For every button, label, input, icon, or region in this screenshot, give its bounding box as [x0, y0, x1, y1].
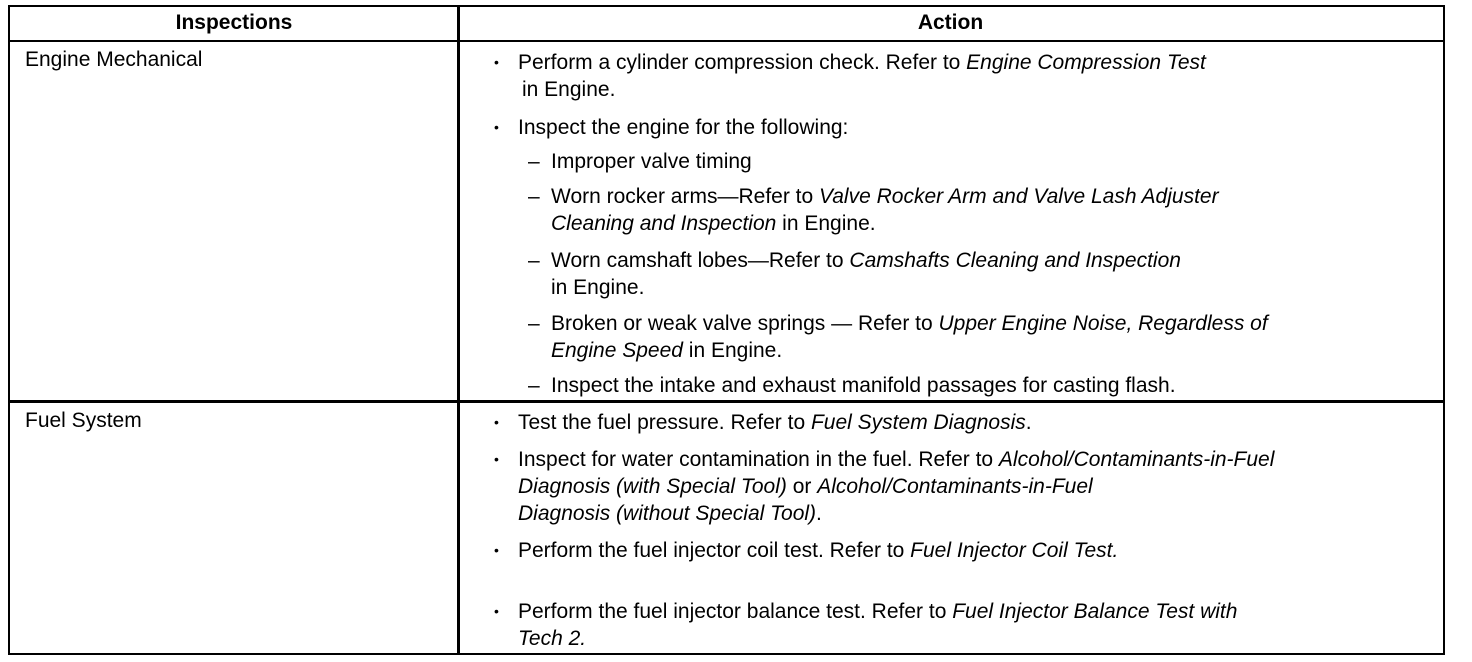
engine-sub-5: Inspect the intake and exhaust manifold passages for casting flash. [551, 374, 1176, 397]
bullet-icon: • [494, 54, 499, 70]
bullet-icon: • [494, 119, 499, 135]
row-divider [10, 400, 1443, 403]
engine-action-2: Inspect the engine for the following: [518, 116, 849, 139]
engine-sub-3-cont: in Engine. [551, 276, 645, 299]
engine-sub-4-cont: Engine Speed in Engine. [551, 339, 783, 362]
dash-icon: – [528, 312, 540, 335]
dash-icon: – [528, 249, 540, 272]
dash-icon: – [528, 150, 540, 173]
table-header [10, 7, 1443, 42]
fuel-action-2-cont-1: Diagnosis (with Special Tool) or Alcohol/Contaminants-in-Fuel [518, 475, 1093, 498]
row-label-engine-mechanical: Engine Mechanical [25, 48, 203, 71]
bullet-icon: • [494, 451, 499, 467]
fuel-action-2-cont-2: Diagnosis (without Special Tool). [518, 502, 822, 525]
engine-sub-1: Improper valve timing [551, 150, 752, 173]
header-action: Action [917, 11, 984, 34]
row-label-fuel-system: Fuel System [25, 409, 142, 432]
bullet-icon: • [494, 603, 499, 619]
dash-icon: – [528, 374, 540, 397]
header-inspections: Inspections [175, 11, 293, 34]
fuel-action-3: Perform the fuel injector coil test. Refer to Fuel Injector Coil Test. [518, 539, 1119, 562]
bullet-icon: • [494, 414, 499, 430]
column-divider [457, 7, 460, 653]
fuel-action-2: Inspect for water contamination in the fuel. Refer to Alcohol/Contaminants-in-Fuel [518, 448, 1275, 471]
engine-sub-2: Worn rocker arms—Refer to Valve Rocker Arm and Valve Lash Adjuster [551, 185, 1219, 208]
fuel-action-4-cont: Tech 2. [518, 627, 587, 650]
engine-sub-3: Worn camshaft lobes—Refer to Camshafts Cleaning and Inspection [551, 249, 1181, 272]
bullet-icon: • [494, 542, 499, 558]
fuel-action-1: Test the fuel pressure. Refer to Fuel System Diagnosis. [518, 411, 1032, 434]
engine-sub-2-cont: Cleaning and Inspection in Engine. [551, 212, 876, 235]
inspection-table [8, 5, 1445, 655]
engine-action-1-cont: in Engine. [522, 78, 616, 101]
dash-icon: – [528, 185, 540, 208]
engine-action-1: Perform a cylinder compression check. Refer to Engine Compression Test [518, 51, 1206, 74]
fuel-action-4: Perform the fuel injector balance test. Refer to Fuel Injector Balance Test with [518, 600, 1238, 623]
engine-sub-4: Broken or weak valve springs — Refer to Upper Engine Noise, Regardless of [551, 312, 1268, 335]
